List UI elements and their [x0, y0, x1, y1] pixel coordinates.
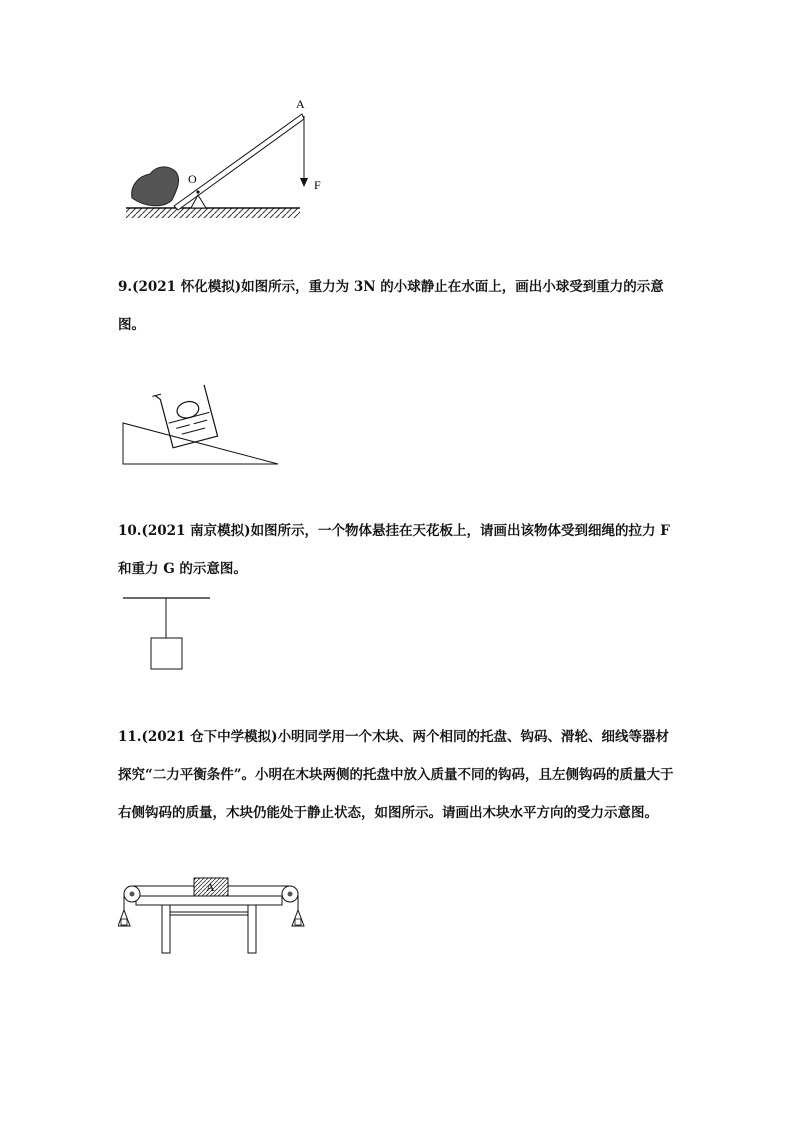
question-11 [118, 718, 678, 832]
question-9-source: (2021 怀化模拟) [132, 279, 242, 295]
table-leg-left [162, 905, 170, 953]
water-line [194, 420, 208, 424]
pivot-o [196, 190, 199, 193]
block-label: A [206, 880, 215, 894]
water-line [182, 428, 205, 434]
label-o: O [188, 172, 197, 186]
pulley-left-axle [130, 892, 135, 897]
rock [132, 167, 179, 206]
question-10-number: 10. [118, 523, 142, 539]
question-10-body: 如图所示，一个物体悬挂在天花板上，请画出该物体受到细绳的拉力 F 和重力 G 的示意图。 [118, 523, 670, 577]
table-leg-right [248, 905, 256, 953]
label-f: F [314, 178, 321, 192]
question-11-source: (2021 仓下中学模拟) [141, 729, 278, 745]
pulley-right-axle [288, 892, 293, 897]
lever-diagram [118, 94, 338, 234]
water-line [176, 425, 190, 429]
balance-apparatus-diagram [118, 868, 308, 958]
block [151, 638, 182, 669]
question-10 [118, 512, 678, 588]
question-10-text [118, 512, 678, 588]
question-10-source: (2021 南京模拟) [141, 523, 251, 539]
weight-right [295, 919, 301, 925]
question-9-body: 如图所示，重力为 3N 的小球静止在水面上，画出小球受到重力的示意图。 [118, 279, 664, 333]
question-11-number: 11. [118, 729, 142, 745]
question-9 [118, 268, 678, 344]
table-top [136, 896, 282, 905]
hanging-block-diagram [118, 590, 218, 680]
question-9-number: 9. [118, 279, 133, 295]
weight-left [121, 919, 127, 925]
question-11-body: 小明同学用一个木块、两个相同的托盘、钩码、滑轮、细线等器材探究“二力平衡条件”。小明在木块两侧的托盘中放入质量不同的钩码，且左侧钩码的质量大于右侧钩码的质量，木块仍能处于静止状态，如图所示。请画出木块水平方向的受力示意图。 [118, 729, 674, 821]
ball [175, 399, 200, 420]
beaker-incline-diagram [118, 378, 288, 470]
force-arrowhead [300, 178, 308, 187]
question-11-text [118, 718, 678, 832]
lever-bar [174, 114, 304, 210]
question-9-text [118, 268, 678, 344]
label-a: A [296, 97, 305, 111]
ground-hatch [126, 208, 300, 218]
